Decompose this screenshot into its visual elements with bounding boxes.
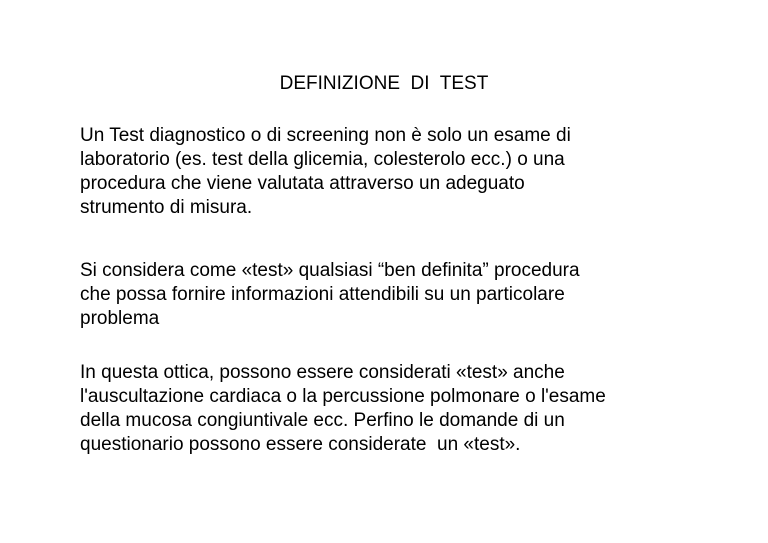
text-line: questionario possono essere considerate un «test».	[80, 434, 521, 455]
text-line: problema	[80, 308, 160, 329]
text-line: Un Test diagnostico o di screening non è solo un esame di	[80, 125, 571, 146]
text-line: della mucosa congiuntivale ecc. Perfino le domande di un	[80, 410, 565, 431]
paragraph-definition	[80, 124, 720, 220]
text-line: procedura che viene valutata attraverso un adeguato	[80, 173, 525, 194]
text-line: l'auscultazione cardiaca o la percussione polmonare o l'esame	[80, 386, 606, 407]
text-line: che possa fornire informazioni attendibili su un particolare	[80, 284, 565, 305]
text-line: laboratorio (es. test della glicemia, colesterolo ecc.) o una	[80, 149, 565, 170]
text-line: In questa ottica, possono essere considerati «test» anche	[80, 362, 565, 383]
slide-title: DEFINIZIONE DI TEST	[279, 73, 489, 94]
text-line: Si considera come «test» qualsiasi “ben definita” procedura	[80, 260, 580, 281]
paragraph-examples	[80, 361, 720, 457]
text-line: strumento di misura.	[80, 197, 253, 218]
paragraph-test-concept	[80, 259, 720, 331]
